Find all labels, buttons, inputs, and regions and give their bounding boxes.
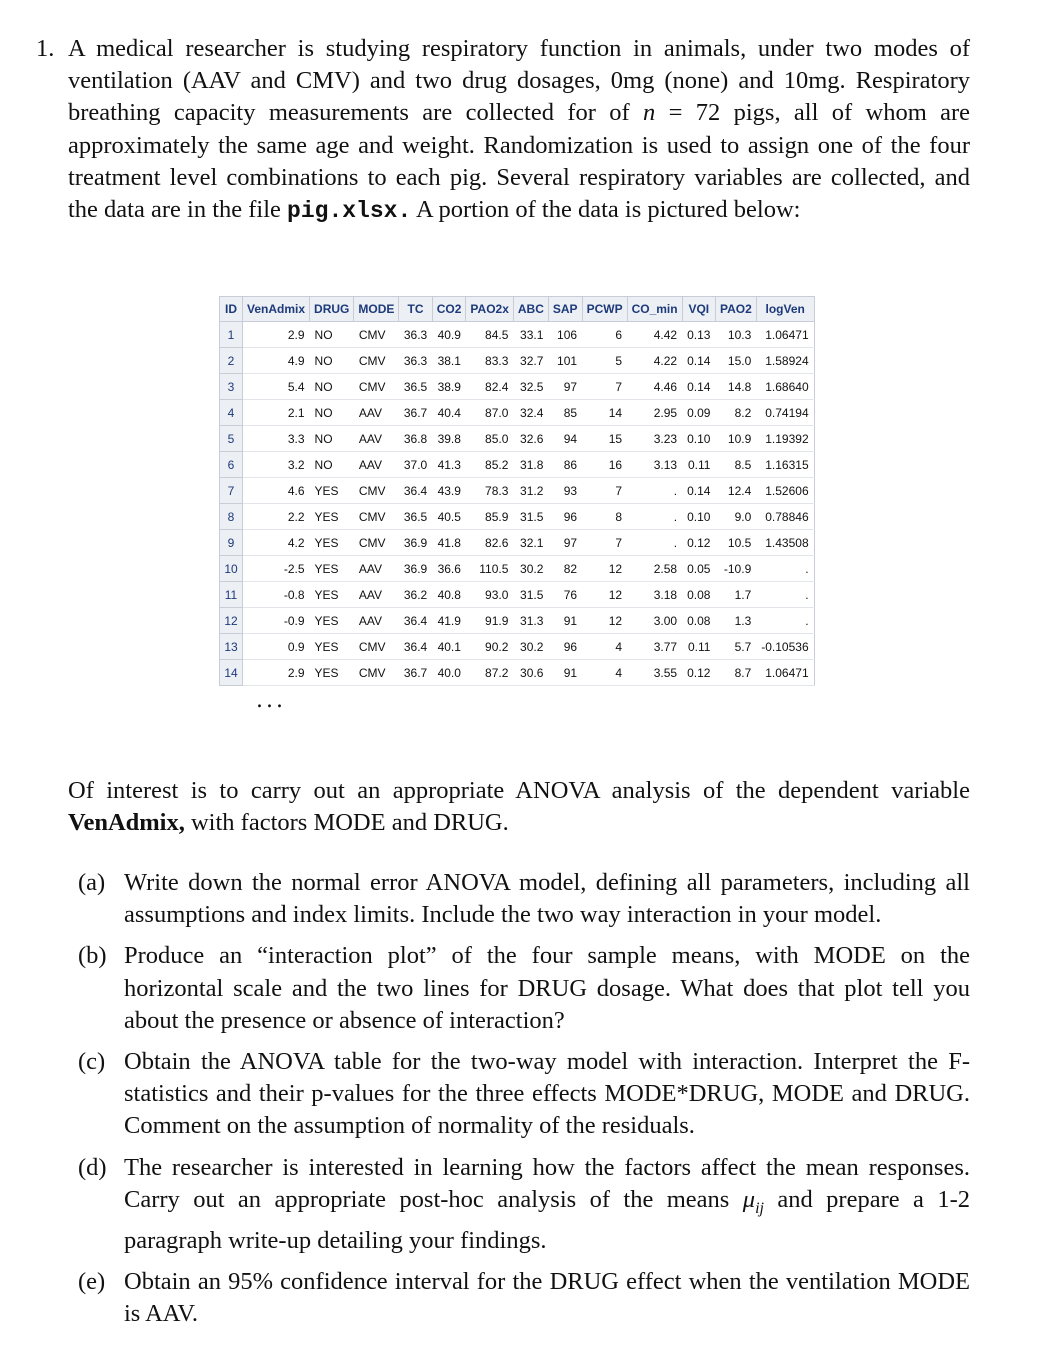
table-cell: 31.2 bbox=[513, 478, 548, 504]
table-cell: 4.2 bbox=[243, 530, 310, 556]
table-cell: 36.4 bbox=[399, 634, 432, 660]
table-cell: CMV bbox=[354, 530, 399, 556]
table-cell: NO bbox=[310, 348, 354, 374]
table-ellipsis: ... bbox=[256, 688, 286, 713]
table-cell: 3.3 bbox=[243, 426, 310, 452]
table-cell: 4 bbox=[582, 634, 627, 660]
table-row bbox=[220, 556, 815, 582]
table-cell: 40.0 bbox=[432, 660, 466, 686]
table-cell: 3.00 bbox=[627, 608, 682, 634]
table-cell: 8.7 bbox=[715, 660, 756, 686]
row-id-cell: 12 bbox=[220, 608, 243, 634]
table-cell: 9.0 bbox=[715, 504, 756, 530]
table-cell: 94 bbox=[548, 426, 582, 452]
table-cell: NO bbox=[310, 322, 354, 348]
table-cell: NO bbox=[310, 426, 354, 452]
table-cell: 1.19392 bbox=[756, 426, 814, 452]
table-cell: 0.12 bbox=[682, 660, 715, 686]
table-cell: 82.4 bbox=[466, 374, 513, 400]
table-cell: . bbox=[756, 556, 814, 582]
table-cell: 10.9 bbox=[715, 426, 756, 452]
table-cell: 32.7 bbox=[513, 348, 548, 374]
part-d bbox=[78, 1152, 970, 1258]
table-cell: 36.4 bbox=[399, 478, 432, 504]
data-table-wrapper bbox=[219, 296, 815, 686]
table-cell: -0.8 bbox=[243, 582, 310, 608]
table-cell: 3.13 bbox=[627, 452, 682, 478]
table-cell: 15 bbox=[582, 426, 627, 452]
table-cell: 82 bbox=[548, 556, 582, 582]
table-cell: 2.9 bbox=[243, 660, 310, 686]
table-cell: YES bbox=[310, 478, 354, 504]
table-row bbox=[220, 348, 815, 374]
table-cell: 40.4 bbox=[432, 400, 466, 426]
table-cell: NO bbox=[310, 452, 354, 478]
table-cell: 93.0 bbox=[466, 582, 513, 608]
table-cell: 1.68640 bbox=[756, 374, 814, 400]
part-text: Obtain the ANOVA table for the two-way model with interaction. Interpret the F-statistics and their p-values for the three effects MODE*DRUG, MODE and DRUG. Comment on the assumption of normality of the residuals. bbox=[124, 1048, 970, 1140]
intro-text-2: = 72 pigs, all of whom are approximately the same age and weight. Randomization is used to assign one of the four treatment level combinations to each pig. Several respiratory variables are collected, and the data are in the file bbox=[68, 99, 971, 224]
column-header: MODE bbox=[354, 297, 399, 322]
table-cell: YES bbox=[310, 660, 354, 686]
data-table bbox=[219, 296, 815, 686]
part-label: (c) bbox=[78, 1048, 106, 1076]
table-cell: 87.0 bbox=[466, 400, 513, 426]
column-header: CO2 bbox=[432, 297, 466, 322]
table-row bbox=[220, 504, 815, 530]
table-cell: NO bbox=[310, 400, 354, 426]
mu-subscript: ij bbox=[755, 1199, 764, 1217]
table-cell: 0.9 bbox=[243, 634, 310, 660]
table-cell: 36.3 bbox=[399, 348, 432, 374]
table-body bbox=[220, 322, 815, 686]
table-cell: 31.3 bbox=[513, 608, 548, 634]
table-cell: AAV bbox=[354, 608, 399, 634]
interest-text-pre: Of interest is to carry out an appropriate ANOVA analysis of the dependent variable bbox=[68, 777, 970, 804]
table-cell: 40.8 bbox=[432, 582, 466, 608]
interest-text-post: with factors MODE and DRUG. bbox=[184, 809, 509, 837]
table-cell: 39.8 bbox=[432, 426, 466, 452]
table-cell: 36.2 bbox=[399, 582, 432, 608]
table-cell: 33.1 bbox=[513, 322, 548, 348]
table-cell: 86 bbox=[548, 452, 582, 478]
table-cell: -10.9 bbox=[715, 556, 756, 582]
table-cell: 36.6 bbox=[432, 556, 466, 582]
table-cell: 31.5 bbox=[513, 582, 548, 608]
table-cell: AAV bbox=[354, 426, 399, 452]
table-row bbox=[220, 608, 815, 634]
table-cell: -2.5 bbox=[243, 556, 310, 582]
column-header: VQI bbox=[682, 297, 715, 322]
table-cell: 3.55 bbox=[627, 660, 682, 686]
table-cell: 0.08 bbox=[682, 608, 715, 634]
table-cell: 4.9 bbox=[243, 348, 310, 374]
table-cell: 78.3 bbox=[466, 478, 513, 504]
table-cell: 40.5 bbox=[432, 504, 466, 530]
question-intro bbox=[36, 33, 971, 227]
table-cell: 90.2 bbox=[466, 634, 513, 660]
table-cell: 36.9 bbox=[399, 556, 432, 582]
table-cell: 31.8 bbox=[513, 452, 548, 478]
row-id-cell: 13 bbox=[220, 634, 243, 660]
row-id-cell: 3 bbox=[220, 374, 243, 400]
table-cell: 106 bbox=[548, 322, 582, 348]
table-cell: 36.5 bbox=[399, 374, 432, 400]
table-cell: . bbox=[627, 530, 682, 556]
table-cell: 3.23 bbox=[627, 426, 682, 452]
table-cell: 91 bbox=[548, 608, 582, 634]
table-cell: 97 bbox=[548, 530, 582, 556]
row-id-cell: 2 bbox=[220, 348, 243, 374]
table-cell: 12 bbox=[582, 556, 627, 582]
table-cell: 10.5 bbox=[715, 530, 756, 556]
table-cell: 32.4 bbox=[513, 400, 548, 426]
table-cell: 93 bbox=[548, 478, 582, 504]
table-cell: -0.10536 bbox=[756, 634, 814, 660]
table-cell: 40.9 bbox=[432, 322, 466, 348]
part-b bbox=[78, 940, 970, 1037]
table-row bbox=[220, 426, 815, 452]
table-cell: -0.9 bbox=[243, 608, 310, 634]
table-cell: 0.14 bbox=[682, 374, 715, 400]
table-cell: 2.9 bbox=[243, 322, 310, 348]
row-id-cell: 9 bbox=[220, 530, 243, 556]
table-row bbox=[220, 322, 815, 348]
table-cell: 5.4 bbox=[243, 374, 310, 400]
table-cell: AAV bbox=[354, 400, 399, 426]
table-cell: 36.3 bbox=[399, 322, 432, 348]
table-cell: 0.08 bbox=[682, 582, 715, 608]
column-header: TC bbox=[399, 297, 432, 322]
table-cell: 5.7 bbox=[715, 634, 756, 660]
table-cell: 31.5 bbox=[513, 504, 548, 530]
table-cell: 85.9 bbox=[466, 504, 513, 530]
table-cell: 1.3 bbox=[715, 608, 756, 634]
table-cell: CMV bbox=[354, 478, 399, 504]
column-header: SAP bbox=[548, 297, 582, 322]
table-row bbox=[220, 530, 815, 556]
part-text: Obtain an 95% confidence interval for the DRUG effect when the ventilation MODE is AAV. bbox=[124, 1268, 970, 1328]
intro-text-3: A portion of the data is pictured below: bbox=[411, 196, 801, 224]
table-cell: 36.7 bbox=[399, 400, 432, 426]
table-cell: 41.3 bbox=[432, 452, 466, 478]
part-a bbox=[78, 867, 970, 931]
table-cell: 101 bbox=[548, 348, 582, 374]
column-header: ABC bbox=[513, 297, 548, 322]
column-header: logVen bbox=[756, 297, 814, 322]
table-cell: 12 bbox=[582, 608, 627, 634]
question-number: 1. bbox=[36, 35, 55, 62]
table-cell: AAV bbox=[354, 582, 399, 608]
table-cell: 91 bbox=[548, 660, 582, 686]
interest-paragraph bbox=[68, 775, 970, 839]
part-text: The researcher is interested in learning how the factors affect the mean responses. Carry out an appropriate post-hoc analysis of the means bbox=[124, 1153, 970, 1213]
column-header: DRUG bbox=[310, 297, 354, 322]
table-cell: 4.22 bbox=[627, 348, 682, 374]
table-row bbox=[220, 582, 815, 608]
table-cell: 0.09 bbox=[682, 400, 715, 426]
table-row bbox=[220, 660, 815, 686]
table-cell: CMV bbox=[354, 504, 399, 530]
column-header: PAO2 bbox=[715, 297, 756, 322]
table-cell: 0.10 bbox=[682, 426, 715, 452]
table-row bbox=[220, 452, 815, 478]
table-row bbox=[220, 478, 815, 504]
part-text: Write down the normal error ANOVA model, defining all parameters, including all assumptions and index limits. Include the two way interaction in your model. bbox=[124, 869, 970, 929]
table-cell: CMV bbox=[354, 374, 399, 400]
row-id-cell: 4 bbox=[220, 400, 243, 426]
table-cell: . bbox=[627, 478, 682, 504]
table-cell: 85.2 bbox=[466, 452, 513, 478]
table-cell: 32.5 bbox=[513, 374, 548, 400]
table-cell: 0.10 bbox=[682, 504, 715, 530]
table-header-row bbox=[220, 297, 815, 322]
table-cell: 30.2 bbox=[513, 634, 548, 660]
table-cell: 8.5 bbox=[715, 452, 756, 478]
part-label: (a) bbox=[78, 869, 106, 896]
part-c bbox=[78, 1046, 970, 1143]
row-id-cell: 10 bbox=[220, 556, 243, 582]
table-cell: 0.12 bbox=[682, 530, 715, 556]
table-cell: 97 bbox=[548, 374, 582, 400]
table-cell: CMV bbox=[354, 634, 399, 660]
n-symbol: n bbox=[643, 99, 656, 127]
row-id-cell: 8 bbox=[220, 504, 243, 530]
row-id-cell: 6 bbox=[220, 452, 243, 478]
table-cell: 41.9 bbox=[432, 608, 466, 634]
table-cell: 8 bbox=[582, 504, 627, 530]
part-text: Produce an “interaction plot” of the four sample means, with MODE on the horizontal scale and the two lines for DRUG dosage. What does that plot tell you about the presence or absence of interaction? bbox=[124, 942, 970, 1034]
table-cell: 0.14 bbox=[682, 478, 715, 504]
table-cell: 15.0 bbox=[715, 348, 756, 374]
table-cell: 2.95 bbox=[627, 400, 682, 426]
table-cell: YES bbox=[310, 530, 354, 556]
table-cell: 36.9 bbox=[399, 530, 432, 556]
table-cell: 82.6 bbox=[466, 530, 513, 556]
table-cell: 4.46 bbox=[627, 374, 682, 400]
table-cell: . bbox=[627, 504, 682, 530]
mu-symbol: μ bbox=[742, 1185, 756, 1213]
table-cell: 84.5 bbox=[466, 322, 513, 348]
part-text-post: and prepare a 1-2 paragraph write-up detailing your findings. bbox=[124, 1185, 970, 1254]
table-cell: 83.3 bbox=[466, 348, 513, 374]
table-cell: YES bbox=[310, 556, 354, 582]
table-cell: 14 bbox=[582, 400, 627, 426]
table-cell: 8.2 bbox=[715, 400, 756, 426]
table-cell: 2.2 bbox=[243, 504, 310, 530]
table-cell: 38.1 bbox=[432, 348, 466, 374]
table-cell: YES bbox=[310, 634, 354, 660]
table-cell: 1.06471 bbox=[756, 322, 814, 348]
table-cell: 36.5 bbox=[399, 504, 432, 530]
table-cell: 4.6 bbox=[243, 478, 310, 504]
table-cell: 3.77 bbox=[627, 634, 682, 660]
table-cell: . bbox=[756, 608, 814, 634]
table-cell: AAV bbox=[354, 556, 399, 582]
table-cell: 3.18 bbox=[627, 582, 682, 608]
row-id-cell: 5 bbox=[220, 426, 243, 452]
table-cell: 0.74194 bbox=[756, 400, 814, 426]
table-cell: 87.2 bbox=[466, 660, 513, 686]
table-cell: 5 bbox=[582, 348, 627, 374]
table-row bbox=[220, 400, 815, 426]
table-cell: 10.3 bbox=[715, 322, 756, 348]
table-cell: AAV bbox=[354, 452, 399, 478]
part-label: (d) bbox=[78, 1153, 107, 1181]
table-cell: YES bbox=[310, 608, 354, 634]
table-cell: NO bbox=[310, 374, 354, 400]
table-cell: 85.0 bbox=[466, 426, 513, 452]
row-id-cell: 7 bbox=[220, 478, 243, 504]
table-cell: 14.8 bbox=[715, 374, 756, 400]
table-cell: CMV bbox=[354, 348, 399, 374]
question-parts bbox=[78, 867, 970, 1340]
column-header: VenAdmix bbox=[243, 297, 310, 322]
table-cell: 1.52606 bbox=[756, 478, 814, 504]
table-cell: 16 bbox=[582, 452, 627, 478]
table-row bbox=[220, 374, 815, 400]
column-header: CO_min bbox=[627, 297, 682, 322]
dependent-variable: VenAdmix, bbox=[68, 809, 185, 837]
table-cell: CMV bbox=[354, 660, 399, 686]
table-cell: 1.43508 bbox=[756, 530, 814, 556]
row-id-cell: 14 bbox=[220, 660, 243, 686]
table-cell: 76 bbox=[548, 582, 582, 608]
table-cell: 1.7 bbox=[715, 582, 756, 608]
part-label: (b) bbox=[78, 942, 107, 970]
table-cell: 0.11 bbox=[682, 634, 715, 660]
table-cell: 91.9 bbox=[466, 608, 513, 634]
table-cell: 41.8 bbox=[432, 530, 466, 556]
table-cell: 32.6 bbox=[513, 426, 548, 452]
table-cell: 12.4 bbox=[715, 478, 756, 504]
table-cell: 36.8 bbox=[399, 426, 432, 452]
table-cell: 7 bbox=[582, 374, 627, 400]
table-cell: 1.16315 bbox=[756, 452, 814, 478]
table-cell: 3.2 bbox=[243, 452, 310, 478]
row-id-cell: 11 bbox=[220, 582, 243, 608]
table-cell: 7 bbox=[582, 478, 627, 504]
table-cell: 6 bbox=[582, 322, 627, 348]
row-id-cell: 1 bbox=[220, 322, 243, 348]
table-cell: 0.14 bbox=[682, 348, 715, 374]
table-cell: 30.6 bbox=[513, 660, 548, 686]
column-header: ID bbox=[220, 297, 243, 322]
table-row bbox=[220, 634, 815, 660]
table-cell: 40.1 bbox=[432, 634, 466, 660]
intro-text-1: A medical researcher is studying respiratory function in animals, under two modes of ventilation (AAV and CMV) and two drug dosages, 0mg (none) and 10mg. Respiratory breathing capacity measurements are collected for of bbox=[68, 35, 970, 127]
column-header: PAO2x bbox=[466, 297, 513, 322]
table-cell: 0.13 bbox=[682, 322, 715, 348]
table-cell: YES bbox=[310, 504, 354, 530]
table-cell: 0.11 bbox=[682, 452, 715, 478]
table-cell: 1.58924 bbox=[756, 348, 814, 374]
table-cell: 30.2 bbox=[513, 556, 548, 582]
table-cell: 0.78846 bbox=[756, 504, 814, 530]
table-cell: 110.5 bbox=[466, 556, 513, 582]
table-cell: 4.42 bbox=[627, 322, 682, 348]
table-cell: 4 bbox=[582, 660, 627, 686]
table-cell: 0.05 bbox=[682, 556, 715, 582]
table-cell: 36.4 bbox=[399, 608, 432, 634]
table-cell: CMV bbox=[354, 322, 399, 348]
table-cell: 37.0 bbox=[399, 452, 432, 478]
part-label: (e) bbox=[78, 1268, 106, 1296]
table-cell: 12 bbox=[582, 582, 627, 608]
table-cell: 96 bbox=[548, 504, 582, 530]
table-cell: 1.06471 bbox=[756, 660, 814, 686]
table-cell: YES bbox=[310, 582, 354, 608]
table-cell: 2.1 bbox=[243, 400, 310, 426]
column-header: PCWP bbox=[582, 297, 627, 322]
table-cell: 7 bbox=[582, 530, 627, 556]
table-cell: . bbox=[756, 582, 814, 608]
table-cell: 38.9 bbox=[432, 374, 466, 400]
table-cell: 96 bbox=[548, 634, 582, 660]
table-cell: 2.58 bbox=[627, 556, 682, 582]
part-e bbox=[78, 1266, 970, 1330]
table-cell: 85 bbox=[548, 400, 582, 426]
table-cell: 36.7 bbox=[399, 660, 432, 686]
filename: pig.xlsx. bbox=[287, 198, 412, 225]
table-cell: 43.9 bbox=[432, 478, 466, 504]
table-cell: 32.1 bbox=[513, 530, 548, 556]
